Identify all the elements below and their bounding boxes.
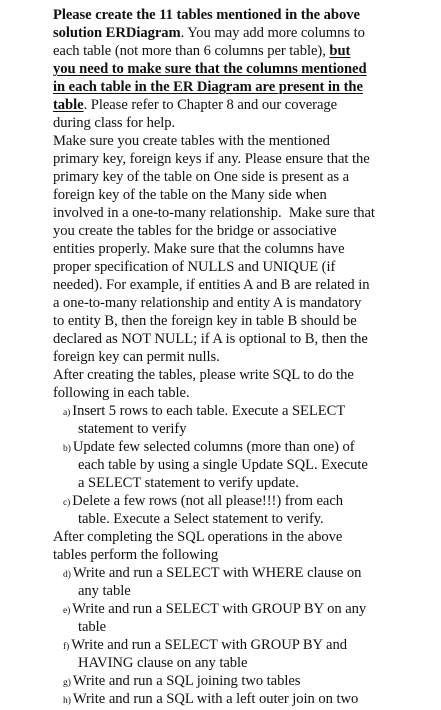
list-item-text: Update few selected columns (more than one) of [72, 439, 355, 455]
list-marker: h) [63, 695, 71, 706]
list-item-d [63, 564, 361, 584]
para2-line: Make sure you create tables with the mentioned [53, 133, 330, 149]
intro-line-6 [53, 96, 337, 114]
list-item-f-cont: HAVING clause on any table [78, 655, 248, 671]
list-item-text: Write and run a SQL with a left outer join on two [72, 691, 359, 707]
list-item-c [63, 492, 343, 512]
intro-line-7: during class for help. [53, 115, 176, 131]
list-item-h [63, 690, 358, 710]
intro-line-3-but: but [329, 43, 351, 59]
intro-line-2-rest: . You may add more columns to [180, 25, 365, 41]
list-item-a-cont: statement to verify [78, 421, 187, 437]
intro-line-6-bold: table [53, 97, 84, 113]
list-item-a [63, 402, 345, 422]
list-marker: g) [63, 677, 71, 688]
list-marker: a) [63, 407, 71, 418]
intro-line-3-text: each table (not more than 6 columns per table), [53, 43, 330, 59]
list-item-e-cont: table [78, 619, 107, 635]
para2-line: foreign key of the table on the Many side when [53, 187, 327, 203]
list-item-b-cont: a SELECT statement to verify update. [78, 475, 299, 491]
list-marker: c) [63, 497, 71, 508]
para2-line: primary key, foreign keys if any. Please ensure that the [53, 151, 370, 167]
intro-line-5: in each table in the ER Diagram are present in the [53, 79, 363, 95]
list-item-c-cont: table. Execute a Select statement to verify. [78, 511, 324, 527]
para2-line: declared as NOT NULL; if A is optional to B, then the [53, 331, 368, 347]
para3-line: After creating the tables, please write SQL to do the [53, 367, 354, 383]
list-item-text: Write and run a SELECT with GROUP BY on any [72, 601, 367, 617]
list-item-b-cont: each table by using a single Update SQL. Execute [78, 457, 368, 473]
para2-line: involved in a one-to-many relationship. Make sure that [53, 205, 375, 221]
list-item-b [63, 438, 355, 458]
intro-line-6-rest: . Please refer to Chapter 8 and our coverage [83, 97, 338, 113]
list-item-g [63, 672, 300, 692]
para2-line: needed). For example, if entities A and B are related in [53, 277, 370, 293]
list-marker: f) [63, 641, 70, 652]
list-item-text: Delete a few rows (not all please!!!) from each [72, 493, 344, 509]
list-item-text: Insert 5 rows to each table. Execute a SELECT [72, 403, 346, 419]
para2-line: foreign key can permit nulls. [53, 349, 220, 365]
list-item-text: Write and run a SQL joining two tables [72, 673, 301, 689]
list-marker: b) [63, 443, 71, 454]
list-item-text: Write and run a SELECT with GROUP BY and [71, 637, 347, 653]
para2-line: to entity B, then the foreign key in table B should be [53, 313, 357, 329]
para4-line: After completing the SQL operations in the above [53, 529, 343, 545]
para4-line: tables perform the following [53, 547, 219, 563]
intro-line-2 [53, 24, 365, 42]
intro-line-4: you need to make sure that the columns mentioned [53, 61, 367, 77]
list-marker: e) [63, 605, 71, 616]
para2-line: a one-to-many relationship and entity A is mandatory [53, 295, 362, 311]
para3-line: following in each table. [53, 385, 190, 401]
list-marker: d) [63, 569, 71, 580]
para2-line: proper specification of NULLS and UNIQUE (if [53, 259, 336, 275]
intro-line-2-bold: solution ERDiagram [53, 25, 181, 41]
list-item-text: Write and run a SELECT with WHERE clause on [72, 565, 362, 581]
para2-line: you create the tables for the bridge or associative [53, 223, 337, 239]
list-item-d-cont: any table [78, 583, 131, 599]
para2-line: primary key of the table on One side is present as a [53, 169, 350, 185]
list-item-f [63, 636, 347, 656]
intro-line-1: Please create the 11 tables mentioned in the above [53, 7, 360, 23]
list-item-e [63, 600, 366, 620]
para2-line: entities properly. Make sure that the columns have [53, 241, 345, 257]
intro-line-3 [53, 42, 350, 60]
